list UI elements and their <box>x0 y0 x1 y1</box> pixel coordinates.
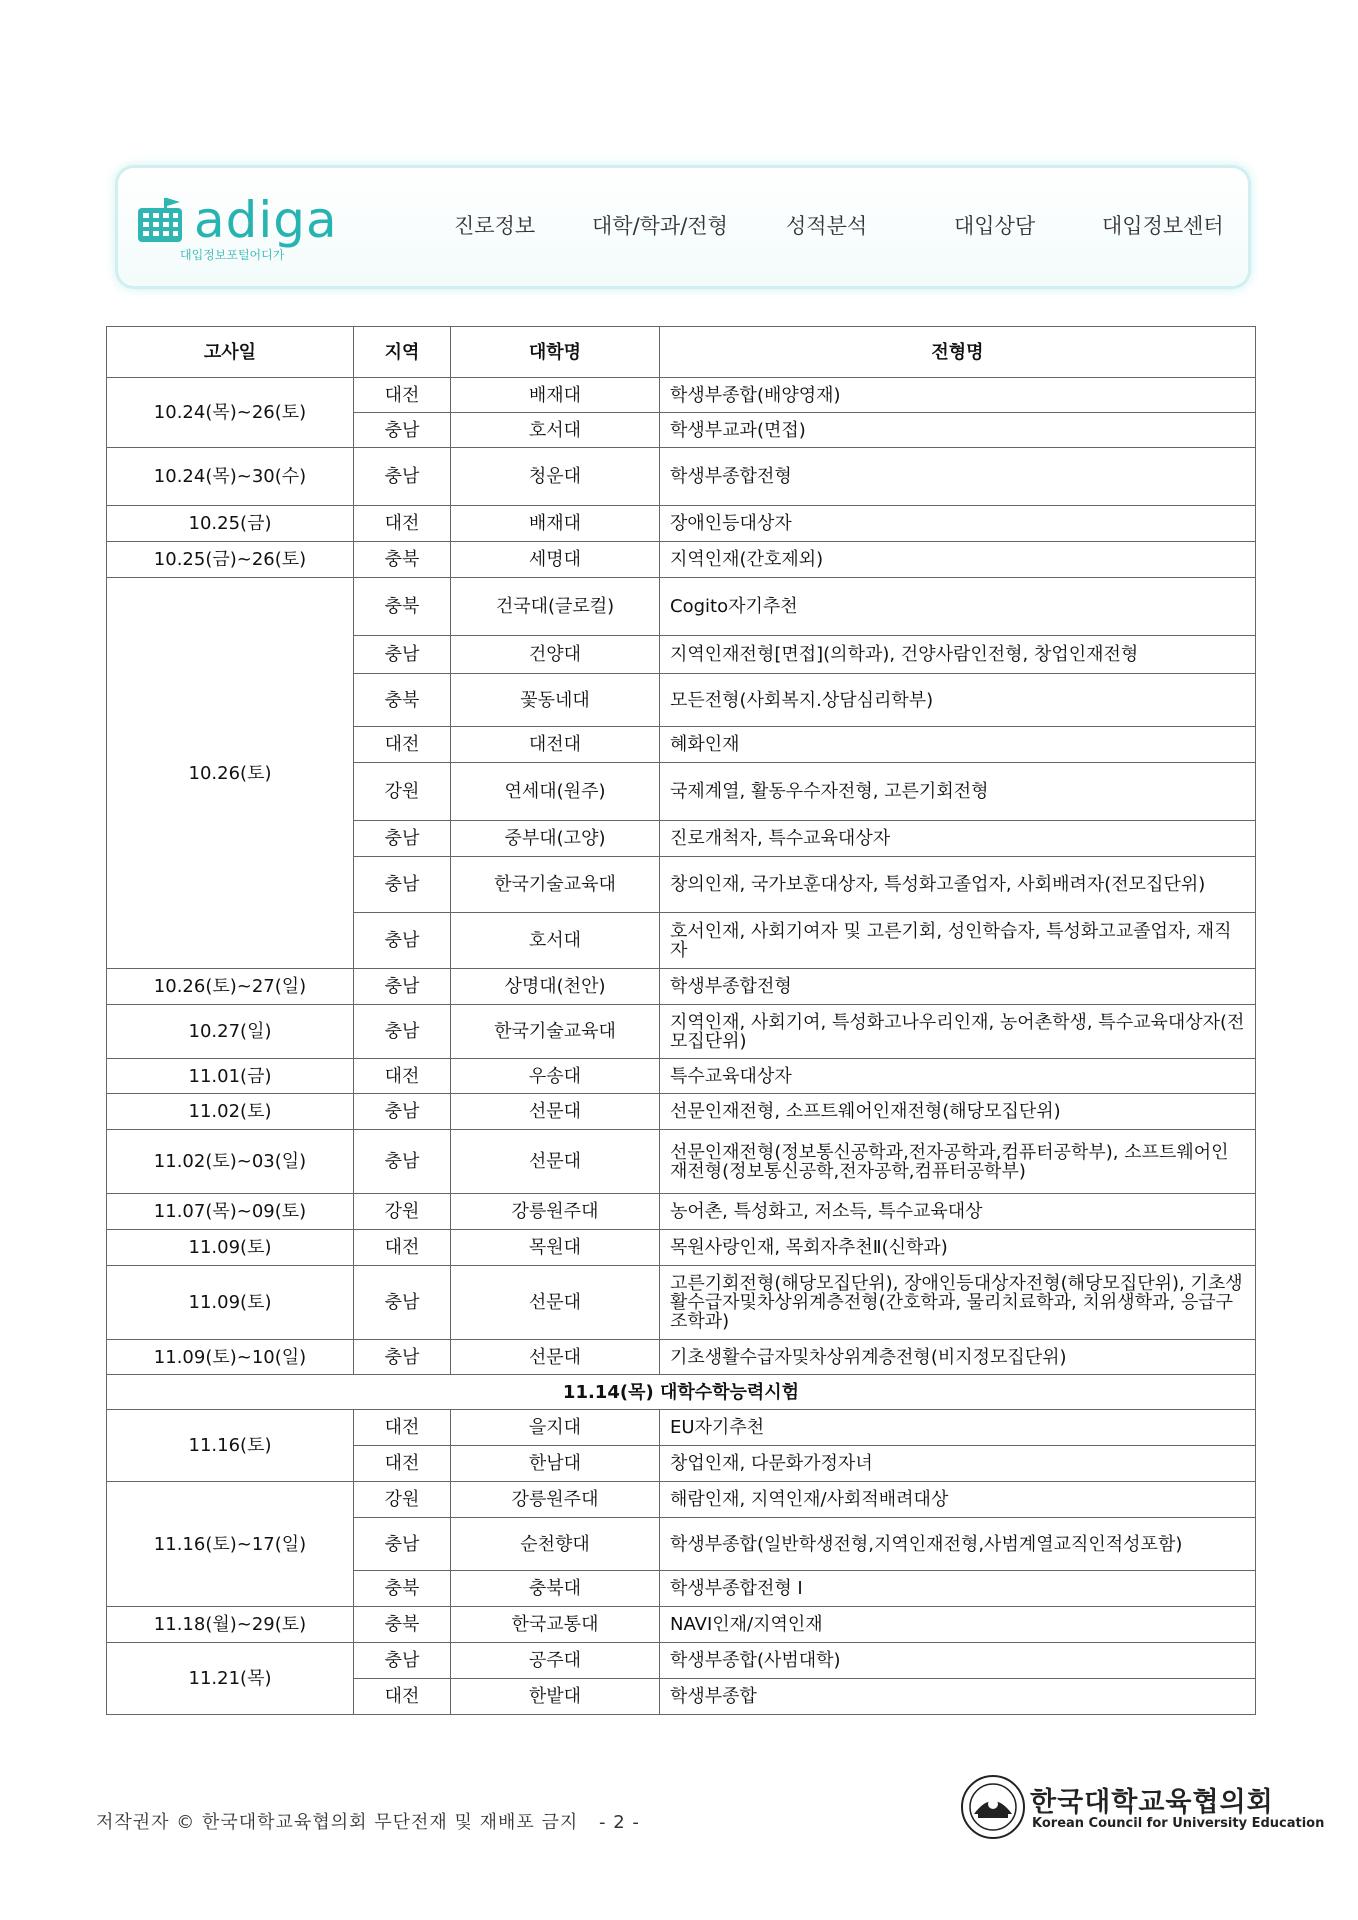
table-row <box>107 1005 1256 1059</box>
date-cell: 10.26(토)~27(일) <box>107 969 354 1005</box>
university-cell: 강릉원주대 <box>451 1194 660 1230</box>
region-cell: 충남 <box>354 1643 451 1679</box>
region-cell: 충남 <box>354 413 451 448</box>
university-cell: 공주대 <box>451 1643 660 1679</box>
university-cell: 한국기술교육대 <box>451 857 660 913</box>
university-cell: 한남대 <box>451 1446 660 1482</box>
region-cell: 충남 <box>354 1518 451 1571</box>
table-row <box>107 506 1256 542</box>
admission-type-cell: 창업인재, 다문화가정자녀 <box>660 1446 1256 1482</box>
admission-type-cell: 기초생활수급자및차상위계층전형(비지정모집단위) <box>660 1340 1256 1375</box>
logo-text: adiga <box>194 191 338 249</box>
region-cell: 충남 <box>354 448 451 506</box>
university-cell: 연세대(원주) <box>451 763 660 821</box>
table-row <box>107 542 1256 578</box>
region-cell: 충북 <box>354 1571 451 1607</box>
university-cell: 한밭대 <box>451 1679 660 1715</box>
region-cell: 대전 <box>354 1679 451 1715</box>
region-cell: 대전 <box>354 1446 451 1482</box>
university-cell: 우송대 <box>451 1059 660 1094</box>
admission-type-cell: 모든전형(사회복지.상담심리학부) <box>660 674 1256 727</box>
university-cell: 선문대 <box>451 1094 660 1130</box>
adiga-banner <box>118 168 1248 286</box>
region-cell: 충남 <box>354 857 451 913</box>
table-row <box>107 448 1256 506</box>
date-cell: 11.16(토)~17(일) <box>107 1482 354 1607</box>
admission-type-cell: NAVI인재/지역인재 <box>660 1607 1256 1643</box>
university-cell: 세명대 <box>451 542 660 578</box>
table-row <box>107 1266 1256 1340</box>
university-cell: 꽃동네대 <box>451 674 660 727</box>
admission-type-cell: 특수교육대상자 <box>660 1059 1256 1094</box>
region-cell: 대전 <box>354 1059 451 1094</box>
university-cell: 목원대 <box>451 1230 660 1266</box>
table-row <box>107 1482 1256 1518</box>
region-cell: 강원 <box>354 763 451 821</box>
region-cell: 충북 <box>354 674 451 727</box>
university-cell: 호서대 <box>451 913 660 969</box>
admission-type-cell: 농어촌, 특성화고, 저소득, 특수교육대상 <box>660 1194 1256 1230</box>
table-row <box>107 1410 1256 1446</box>
university-cell: 배재대 <box>451 506 660 542</box>
region-cell: 충남 <box>354 1094 451 1130</box>
kcue-logo <box>960 1770 1325 1850</box>
table-header-row <box>107 327 1256 378</box>
admission-type-cell: 학생부종합(사범대학) <box>660 1643 1256 1679</box>
table-row <box>107 1130 1256 1194</box>
table-row-csat <box>107 1375 1256 1410</box>
region-cell: 충남 <box>354 969 451 1005</box>
date-cell: 10.24(목)~26(토) <box>107 378 354 448</box>
admission-type-cell: 해람인재, 지역인재/사회적배려대상 <box>660 1482 1256 1518</box>
admission-type-cell: 학생부종합전형 <box>660 448 1256 506</box>
date-cell: 11.09(토) <box>107 1230 354 1266</box>
page-number: - 2 - <box>599 1812 640 1833</box>
university-cell: 선문대 <box>451 1340 660 1375</box>
university-cell: 호서대 <box>451 413 660 448</box>
region-cell: 대전 <box>354 1230 451 1266</box>
region-cell: 대전 <box>354 506 451 542</box>
date-cell: 10.24(목)~30(수) <box>107 448 354 506</box>
header-region: 지역 <box>354 327 451 378</box>
region-cell: 충남 <box>354 1266 451 1340</box>
table-row <box>107 969 1256 1005</box>
university-cell: 강릉원주대 <box>451 1482 660 1518</box>
table-row <box>107 1059 1256 1094</box>
date-cell: 11.02(토)~03(일) <box>107 1130 354 1194</box>
university-cell: 을지대 <box>451 1410 660 1446</box>
table-row <box>107 378 1256 413</box>
university-cell: 선문대 <box>451 1130 660 1194</box>
table-row <box>107 1643 1256 1679</box>
header-date: 고사일 <box>107 327 354 378</box>
region-cell: 대전 <box>354 727 451 763</box>
table-row <box>107 1607 1256 1643</box>
admission-type-cell: 학생부종합(일반학생전형,지역인재전형,사범계열교직인적성포함) <box>660 1518 1256 1571</box>
region-cell: 충남 <box>354 636 451 674</box>
header-admission-type: 전형명 <box>660 327 1256 378</box>
admission-type-cell: 진로개척자, 특수교육대상자 <box>660 821 1256 857</box>
university-cell: 한국기술교육대 <box>451 1005 660 1059</box>
admission-type-cell: 선문인재전형, 소프트웨어인재전형(해당모집단위) <box>660 1094 1256 1130</box>
table-row <box>107 1230 1256 1266</box>
exam-schedule-table <box>106 326 1256 1715</box>
admission-type-cell: 혜화인재 <box>660 727 1256 763</box>
kcue-name: 한국대학교육협의회 <box>1030 1787 1274 1818</box>
table-row <box>107 1094 1256 1130</box>
region-cell: 강원 <box>354 1482 451 1518</box>
building-icon <box>134 196 190 252</box>
admission-type-cell: 학생부종합 <box>660 1679 1256 1715</box>
region-cell: 충북 <box>354 578 451 636</box>
date-cell: 11.01(금) <box>107 1059 354 1094</box>
admission-type-cell: 학생부종합(배양영재) <box>660 378 1256 413</box>
admission-type-cell: 고른기회전형(해당모집단위), 장애인등대상자전형(해당모집단위), 기초생활수급자및차상위계층전형(간호학과, 물리치료학과, 치위생학과, 응급구조학과) <box>660 1266 1256 1340</box>
region-cell: 충남 <box>354 1340 451 1375</box>
university-cell: 충북대 <box>451 1571 660 1607</box>
adiga-logo[interactable] <box>134 191 354 264</box>
header-university: 대학명 <box>451 327 660 378</box>
copyright-text: 저작권자 © 한국대학교육협의회 무단전재 및 재배포 금지 <box>96 1812 579 1833</box>
date-cell: 11.21(목) <box>107 1643 354 1715</box>
date-cell: 11.09(토)~10(일) <box>107 1340 354 1375</box>
university-cell: 건양대 <box>451 636 660 674</box>
nav-career[interactable]: 진로정보 <box>454 214 536 238</box>
date-cell: 10.25(금) <box>107 506 354 542</box>
table-row <box>107 1340 1256 1375</box>
nav-grade-analysis[interactable]: 성적분석 <box>786 214 868 238</box>
admission-type-cell: 지역인재, 사회기여, 특성화고나우리인재, 농어촌학생, 특수교육대상자(전모집단위) <box>660 1005 1256 1059</box>
university-cell: 순천향대 <box>451 1518 660 1571</box>
region-cell: 충남 <box>354 1005 451 1059</box>
university-cell: 청운대 <box>451 448 660 506</box>
nav-university[interactable]: 대학/학과/전형 <box>592 214 728 238</box>
date-cell: 11.02(토) <box>107 1094 354 1130</box>
admission-type-cell: 국제계열, 활동우수자전형, 고른기회전형 <box>660 763 1256 821</box>
university-cell: 선문대 <box>451 1266 660 1340</box>
date-cell: 10.25(금)~26(토) <box>107 542 354 578</box>
date-cell: 11.18(월)~29(토) <box>107 1607 354 1643</box>
university-cell: 상명대(천안) <box>451 969 660 1005</box>
csat-notice: 11.14(목) 대학수학능력시험 <box>107 1375 1256 1410</box>
admission-type-cell: 호서인재, 사회기여자 및 고른기회, 성인학습자, 특성화고교졸업자, 재직자 <box>660 913 1256 969</box>
university-cell: 한국교통대 <box>451 1607 660 1643</box>
nav-info-center[interactable]: 대입정보센터 <box>1102 214 1224 238</box>
logo-subtitle: 대입정보포털어디가 <box>180 248 285 262</box>
kcue-name-english: Korean Council for University Education <box>1032 1816 1325 1831</box>
date-cell: 11.16(토) <box>107 1410 354 1482</box>
kcue-seal-icon <box>960 1774 1026 1840</box>
university-cell: 중부대(고양) <box>451 821 660 857</box>
date-cell: 11.07(목)~09(토) <box>107 1194 354 1230</box>
region-cell: 대전 <box>354 378 451 413</box>
region-cell: 충남 <box>354 913 451 969</box>
region-cell: 강원 <box>354 1194 451 1230</box>
admission-type-cell: 학생부교과(면접) <box>660 413 1256 448</box>
region-cell: 대전 <box>354 1410 451 1446</box>
university-cell: 대전대 <box>451 727 660 763</box>
region-cell: 충북 <box>354 542 451 578</box>
admission-type-cell: 장애인등대상자 <box>660 506 1256 542</box>
table-row <box>107 1194 1256 1230</box>
admission-type-cell: 창의인재, 국가보훈대상자, 특성화고졸업자, 사회배려자(전모집단위) <box>660 857 1256 913</box>
date-cell: 10.26(토) <box>107 578 354 969</box>
admission-type-cell: Cogito자기추천 <box>660 578 1256 636</box>
admission-type-cell: 학생부종합전형 <box>660 969 1256 1005</box>
admission-type-cell: 지역인재(간호제외) <box>660 542 1256 578</box>
date-cell: 10.27(일) <box>107 1005 354 1059</box>
admission-type-cell: 목원사랑인재, 목회자추천Ⅱ(신학과) <box>660 1230 1256 1266</box>
admission-type-cell: 지역인재전형[면접](의학과), 건양사람인전형, 창업인재전형 <box>660 636 1256 674</box>
region-cell: 충북 <box>354 1607 451 1643</box>
region-cell: 충남 <box>354 821 451 857</box>
copyright-footer <box>96 1808 640 1834</box>
university-cell: 배재대 <box>451 378 660 413</box>
admission-type-cell: 선문인재전형(정보통신공학과,전자공학과,컴퓨터공학부), 소프트웨어인재전형(정보통신공학,전자공학,컴퓨터공학부) <box>660 1130 1256 1194</box>
admission-type-cell: EU자기추천 <box>660 1410 1256 1446</box>
nav-counsel[interactable]: 대입상담 <box>954 214 1036 238</box>
admission-type-cell: 학생부종합전형 I <box>660 1571 1256 1607</box>
table-row <box>107 578 1256 636</box>
university-cell: 건국대(글로컬) <box>451 578 660 636</box>
date-cell: 11.09(토) <box>107 1266 354 1340</box>
region-cell: 충남 <box>354 1130 451 1194</box>
